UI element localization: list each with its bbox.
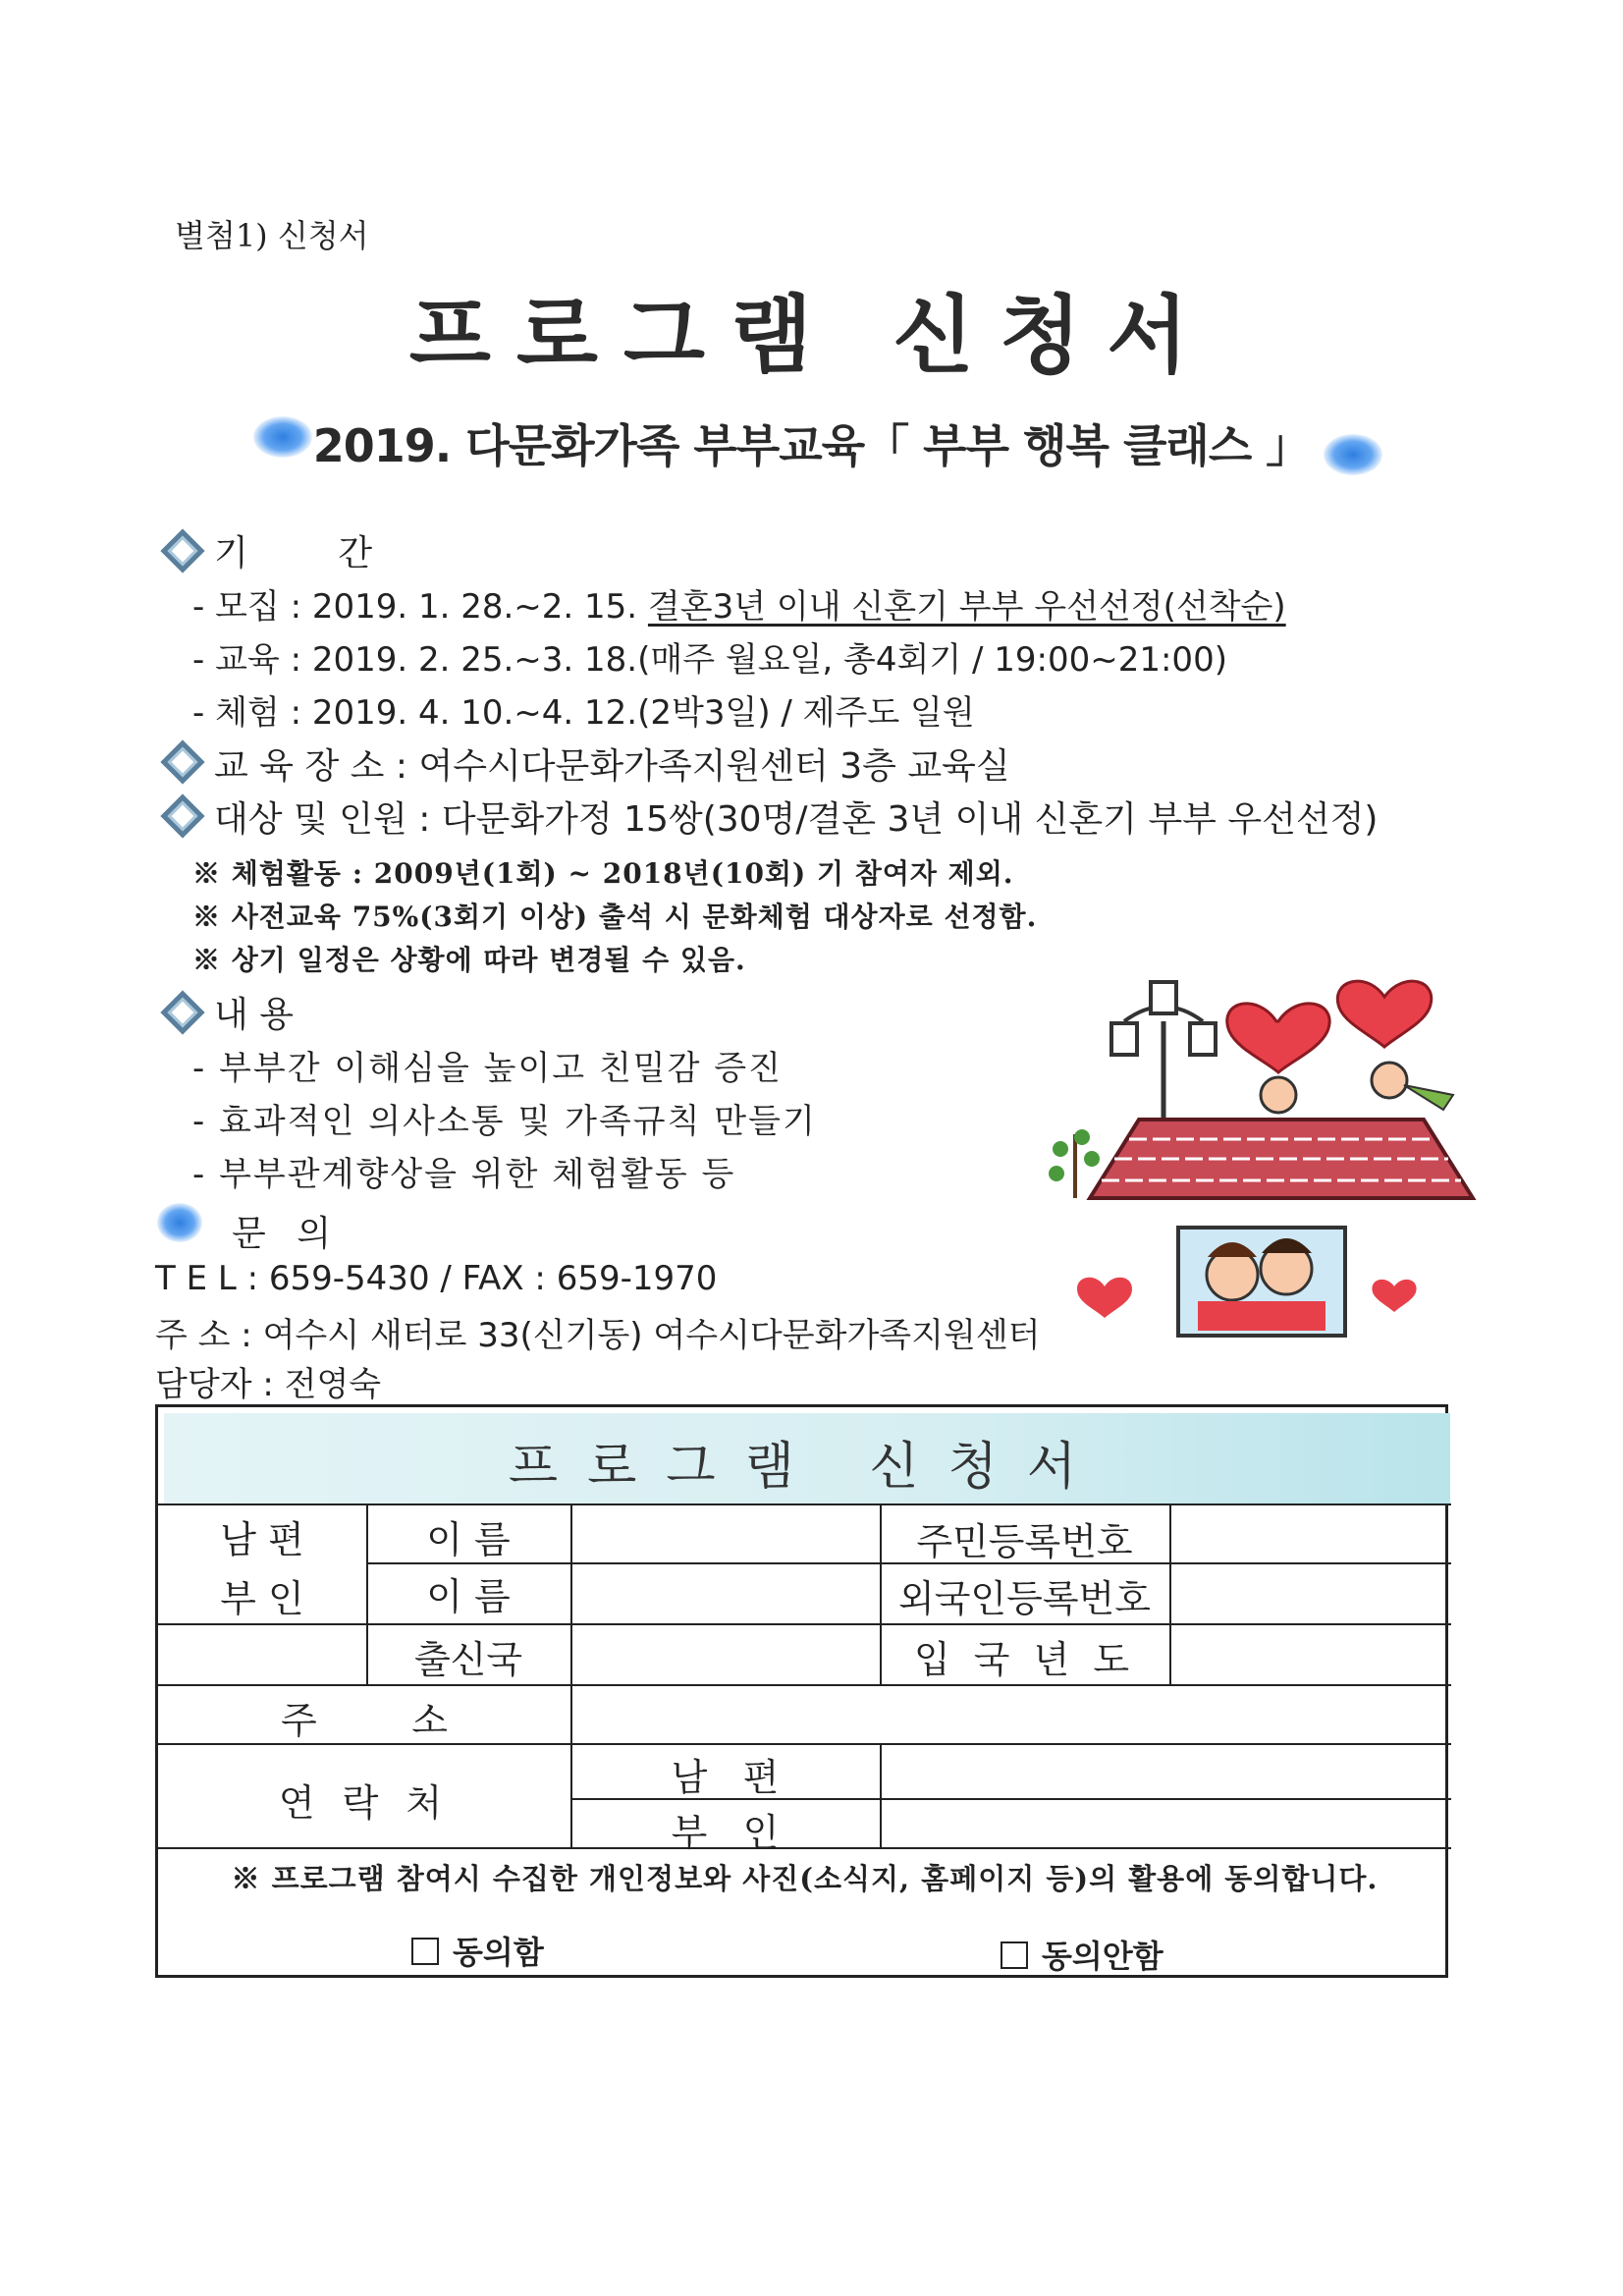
diamond-bullet-icon xyxy=(160,528,204,573)
child-figure-icon xyxy=(1372,1063,1407,1098)
foreigner-no-field[interactable] xyxy=(1171,1564,1446,1621)
contact-wife-field[interactable] xyxy=(882,1800,1446,1845)
contact-husband-label: 남 편 xyxy=(671,1756,780,1799)
disagree-label: 동의안함 xyxy=(1042,1938,1163,1975)
husband-name-field[interactable] xyxy=(572,1505,878,1560)
resident-no-field[interactable] xyxy=(1171,1505,1446,1560)
note-3: ※ 상기 일정은 상황에 따라 변경될 수 있음. xyxy=(192,944,746,976)
heart-icon xyxy=(1227,1004,1329,1072)
recruit-note: 결혼3년 이내 신혼기 부부 우선선정(선착순) xyxy=(647,587,1286,627)
diamond-bullet-icon xyxy=(160,990,204,1034)
disagree-checkbox[interactable] xyxy=(1001,1941,1028,1969)
entry-year-label: 입 국 년 도 xyxy=(913,1638,1136,1681)
page-title: 프로그램 신청서 xyxy=(408,287,1215,385)
blue-bullet-icon xyxy=(1324,434,1382,475)
tree-icon xyxy=(1049,1129,1100,1198)
contact-wife-label: 부 인 xyxy=(671,1811,780,1854)
content-item-1: - 부부간 이해심을 높이고 친밀감 증진 xyxy=(192,1049,783,1088)
entry-year-field[interactable] xyxy=(1171,1625,1446,1682)
form-title: 프로그램 신청서 xyxy=(508,1438,1107,1497)
period-experience: - 체험 : 2019. 4. 10.~4. 12.(2박3일) / 제주도 일원 xyxy=(192,693,975,733)
application-form xyxy=(155,1404,1448,1978)
contact-label: 연 락 처 xyxy=(278,1781,451,1825)
heart-icon xyxy=(1372,1280,1416,1312)
contact-manager: 담당자 : 전영숙 xyxy=(155,1365,382,1404)
consent-statement: ※ 프로그램 참여시 수집한 개인정보와 사진(소식지, 홈페이지 등)의 활용에 동의합니다. xyxy=(231,1862,1379,1895)
recruit-dates: - 모집 : 2019. 1. 28.~2. 15. xyxy=(192,587,638,627)
resident-no-label: 주민등록번호 xyxy=(916,1520,1133,1563)
program-subtitle: 2019. 다문화가족 부부교육「 부부 행복 클래스 」 xyxy=(312,419,1311,472)
country-label: 출신국 xyxy=(413,1638,523,1681)
contact-heading: 문 의 xyxy=(232,1214,341,1254)
contact-tel: T E L : 659-5430 / FAX : 659-1970 xyxy=(155,1259,718,1298)
venue: 교 육 장 소 : 여수시다문화가족지원센터 3층 교육실 xyxy=(214,746,1010,787)
foreigner-no-label: 외국인등록번호 xyxy=(898,1577,1151,1620)
content-heading: 내 용 xyxy=(214,995,294,1035)
couple-house-illustration xyxy=(1021,962,1492,1355)
note-1: ※ 체험활동 : 2009년(1회) ~ 2018년(10회) 기 참여자 제외. xyxy=(192,857,1014,890)
content-item-3: - 부부관계향상을 위한 체험활동 등 xyxy=(192,1155,736,1194)
wife-name-label: 이 름 xyxy=(426,1575,511,1618)
diamond-bullet-icon xyxy=(160,793,204,838)
attachment-label: 별첨1) 신청서 xyxy=(175,217,369,254)
contact-address: 주 소 : 여수시 새터로 33(신기동) 여수시다문화가족지원센터 xyxy=(155,1316,1041,1355)
address-field[interactable] xyxy=(572,1686,1446,1741)
agree-label: 동의함 xyxy=(453,1934,544,1971)
wife-label: 부 인 xyxy=(220,1577,304,1620)
heart-icon xyxy=(1337,981,1431,1047)
child-figure-icon xyxy=(1261,1077,1296,1113)
lamp-post-icon xyxy=(1111,982,1216,1120)
content-item-2: - 효과적인 의사소통 및 가족규칙 만들기 xyxy=(192,1102,817,1141)
agree-checkbox[interactable] xyxy=(411,1938,439,1965)
heart-icon xyxy=(1077,1278,1132,1318)
country-field[interactable] xyxy=(572,1625,878,1682)
note-2: ※ 사전교육 75%(3회기 이상) 출석 시 문화체험 대상자로 선정함. xyxy=(192,901,1038,933)
wife-name-field[interactable] xyxy=(572,1564,878,1621)
blue-bullet-icon xyxy=(157,1203,202,1242)
roof-icon xyxy=(1090,1120,1473,1198)
disagree-option[interactable] xyxy=(1001,1932,1163,1977)
husband-label: 남 편 xyxy=(220,1518,304,1561)
window-couple-icon xyxy=(1178,1228,1345,1336)
husband-name-label: 이 름 xyxy=(426,1518,511,1561)
period-education: - 교육 : 2019. 2. 25.~3. 18.(매주 월요일, 총4회기 / 19:00~21:00) xyxy=(192,640,1227,680)
agree-option[interactable] xyxy=(411,1928,544,1973)
diamond-bullet-icon xyxy=(160,739,204,784)
contact-husband-field[interactable] xyxy=(882,1745,1446,1796)
target: 대상 및 인원 : 다문화가정 15쌍(30명/결혼 3년 이내 신혼기 부부 우선선정) xyxy=(214,799,1379,840)
period-heading: 기 간 xyxy=(214,533,411,574)
form-header xyxy=(164,1413,1450,1503)
address-label: 주 소 xyxy=(280,1699,449,1742)
period-recruit xyxy=(192,579,1286,628)
